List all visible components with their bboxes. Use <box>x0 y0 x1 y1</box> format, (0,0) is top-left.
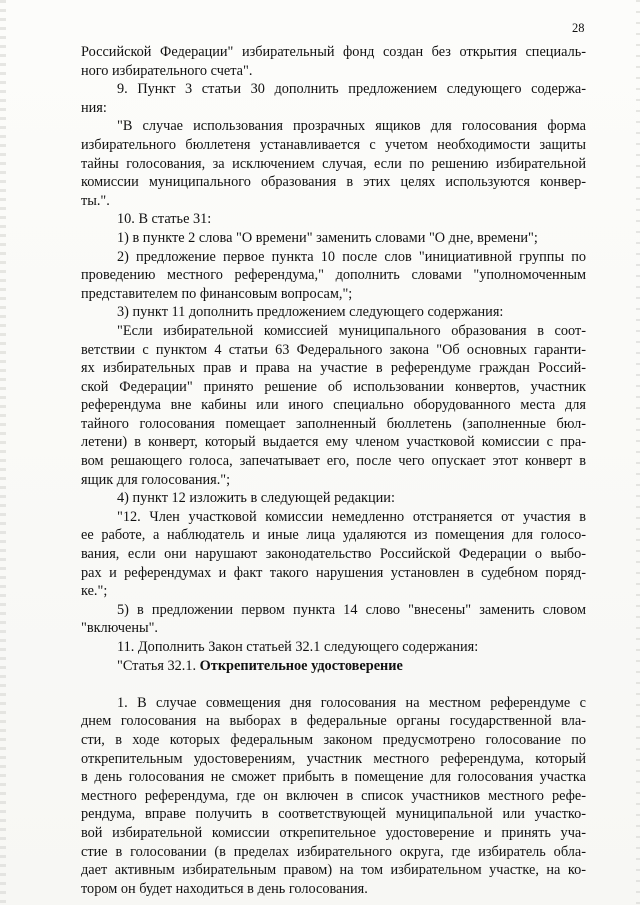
page-number: 28 <box>572 21 585 35</box>
text-line: 5) в предложении первом пункта 14 слово "внесены" заменить словом <box>117 601 586 618</box>
text-line: ящик для голосования."; <box>81 471 231 488</box>
text-line: вой избирательной комиссии открепительное удостоверение и принять уча- <box>81 824 586 841</box>
text-line: вания, если они нарушают законодательство Российской Федерации о выбо- <box>81 546 586 563</box>
text-line: тайны голосования, за исключением случая, если по решению избирательной <box>81 155 586 172</box>
text-line: "12. Член участковой комиссии немедленно отстраняется от участия в <box>117 508 586 525</box>
text-line: 1. В случае совмещения дня голосования на местном референдуме с <box>117 694 586 711</box>
text-line: "включены". <box>81 620 159 637</box>
text-line: 3) пункт 11 дополнить предложением следующего содержания: <box>117 304 504 321</box>
text-line: 9. Пункт 3 статьи 30 дополнить предложением следующего содержа- <box>117 81 586 98</box>
text-line: ее работе, а наблюдатель и иные лица удаляются из помещения для голосо- <box>81 527 586 544</box>
article-heading <box>81 657 586 676</box>
text-line: рах и референдумах и факт такого нарушения установлен в судебном поряд- <box>81 564 586 581</box>
text-line: 1) в пункте 2 слова "О времени" заменить словами "О дне, времени"; <box>117 229 538 246</box>
paragraph-gap <box>81 675 586 694</box>
text-line: летени) в конверт, который выдается ему членом участковой комиссии с пра- <box>81 434 586 451</box>
text-line: 10. В статье 31: <box>117 211 212 228</box>
text-line: референдума вне кабины или иного специально оборудованного места для <box>81 397 586 414</box>
text-line: в день голосования не сможет прибыть в помещение для голосования участка <box>81 769 586 786</box>
text-line: ветствии с пунктом 4 статьи 63 Федерального закона "Об основных гаранти- <box>81 341 586 358</box>
text-line: местного референдума, где он включен в список участников местного рефе- <box>81 787 586 804</box>
text-line: ты.". <box>81 192 110 209</box>
text-line: ке."; <box>81 583 108 600</box>
text-line: ния: <box>81 99 107 116</box>
text-line: тайного голосования помещает заполненный бюллетень (заполненные бюл- <box>81 415 586 432</box>
text-line: представителем по финансовым вопросам,"; <box>81 285 353 302</box>
text-line: днем голосования на выборах в федеральные органы государственной вла- <box>81 713 586 730</box>
text-line: проведению местного референдума," дополнить словами "уполномоченным <box>81 267 586 284</box>
text-line: избирательного бюллетеня устанавливается с учетом необходимости защиты <box>81 136 586 153</box>
text-line: Российской Федерации" избирательный фонд создан без открытия специаль- <box>81 44 586 60</box>
scan-edge-right <box>636 0 640 905</box>
text-line: ного избирательного счета". <box>81 62 253 79</box>
text-line: тором он будет находиться в день голосования. <box>81 880 368 897</box>
text-line: открепительным удостоверениям, участник местного референдума, который <box>81 750 586 767</box>
text-line: комиссии муниципального образования в этих целях используются конвер- <box>81 174 586 191</box>
text-line: 2) предложение первое пункта 10 после слов "инициативной группы по <box>117 248 586 265</box>
text-line: "В случае использования прозрачных ящиков для голосования форма <box>117 118 586 135</box>
text-line: ях избирательных прав и права на участие в референдуме граждан Россий- <box>81 360 586 377</box>
scan-edge-left <box>0 0 6 905</box>
text-line: "Если избирательной комиссией муниципального образования в соот- <box>117 322 586 339</box>
text-line: дает активным избирательным правом) на том избирательном участке, на ко- <box>81 862 586 879</box>
article-heading-number: "Статья 32.1. <box>117 657 200 674</box>
text-line: рендума, вправе получить в соответствующей муниципальной или участко- <box>81 806 586 823</box>
text-line: 4) пункт 12 изложить в следующей редакции: <box>117 490 395 507</box>
article-heading-title: Открепительное удостоверение <box>199 657 403 674</box>
text-line: сти, в ходе которых федеральным законом предусмотрено голосование по <box>81 731 586 748</box>
document-body <box>81 43 586 898</box>
text-line: ской Федерации" принято решение об использовании конвертов, участник <box>81 378 586 395</box>
text-line: стие в голосовании (в пределах избирательного округа, где избиратель обла- <box>81 843 586 860</box>
text-line: 11. Дополнить Закон статьей 32.1 следующего содержания: <box>117 639 479 655</box>
text-line: вом решающего голоса, запечатывает его, после чего опускает этот конверт в <box>81 453 586 470</box>
